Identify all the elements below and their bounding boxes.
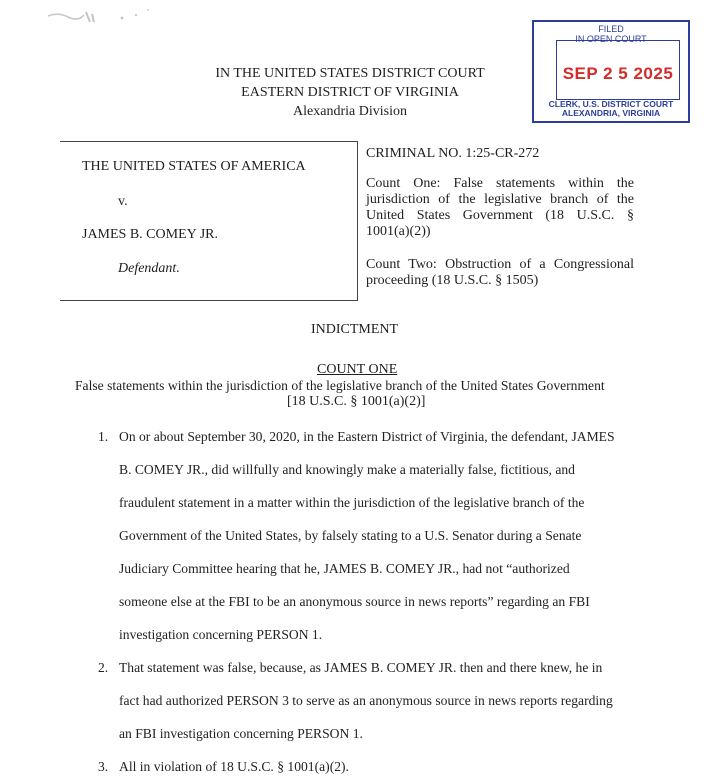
- plaintiff-name: THE UNITED STATES OF AMERICA: [82, 159, 306, 174]
- paragraph-2-number: 2.: [98, 660, 109, 675]
- paragraph-3-line-1: All in violation of 18 U.S.C. § 1001(a)(2).: [119, 759, 349, 774]
- caption-count-one: Count One: False statements within the jurisdiction of the legislative branch of the United States Government (18 U.S.C. § 1001(a)(2)): [366, 176, 634, 239]
- paragraph-1-number: 1.: [98, 429, 109, 444]
- defendant-label: Defendant.: [118, 261, 180, 276]
- court-district: EASTERN DISTRICT OF VIRGINIA: [241, 85, 459, 100]
- case-number: CRIMINAL NO. 1:25-CR-272: [366, 146, 540, 161]
- count-one-subtitle: False statements within the jurisdiction of the legislative branch of the United States Government: [75, 378, 605, 393]
- paragraph-2-line-3: an FBI investigation concerning PERSON 1.: [119, 726, 363, 741]
- stamp-clerk-line2: ALEXANDRIA, VIRGINIA: [561, 108, 661, 118]
- defendant-name: JAMES B. COMEY JR.: [82, 227, 219, 242]
- indictment-title: INDICTMENT: [311, 322, 399, 337]
- count-one-statute: [18 U.S.C. § 1001(a)(2)]: [287, 394, 426, 409]
- paragraph-2-line-1: That statement was false, because, as JAMES B. COMEY JR. then and there knew, he in: [119, 660, 603, 675]
- stamp-filed-line1: FILED: [598, 24, 624, 34]
- stamp-filed-text: [534, 24, 688, 44]
- paragraph-3-number: 3.: [98, 759, 109, 774]
- count-one-heading: COUNT ONE: [317, 362, 398, 377]
- court-division: Alexandria Division: [293, 104, 407, 119]
- paragraph-1-line-7: investigation concerning PERSON 1.: [119, 627, 323, 642]
- court-header: [150, 64, 550, 121]
- paragraph-1-line-5: Judiciary Committee hearing that he, JAMES B. COMEY JR., had not “authorized: [119, 561, 570, 576]
- stamp-filed-line2: IN OPEN COURT: [575, 34, 647, 44]
- filed-stamp: [532, 20, 690, 123]
- paragraph-1-line-1: On or about September 30, 2020, in the Eastern District of Virginia, the defendant, JAMES: [119, 429, 615, 444]
- versus-text: v.: [118, 194, 128, 209]
- caption-count-two: Count Two: Obstruction of a Congressional proceeding (18 U.S.C. § 1505): [366, 257, 634, 288]
- caption-parties-box: [60, 141, 358, 301]
- stamp-clerk-line1: CLERK, U.S. DISTRICT COURT: [548, 99, 674, 109]
- paragraph-1-line-4: Government of the United States, by falsely stating to a U.S. Senator during a Senate: [119, 528, 582, 543]
- court-name: IN THE UNITED STATES DISTRICT COURT: [215, 66, 485, 81]
- paragraph-1-line-6: someone else at the FBI to be an anonymous source in news reports” regarding an FBI: [119, 594, 590, 609]
- scan-smudge: [44, 6, 164, 34]
- stamp-clerk-text: [534, 100, 688, 118]
- caption-counts: [366, 146, 634, 289]
- stamp-date: SEP 2 5 2025: [562, 64, 674, 83]
- paragraph-2-line-2: fact had authorized PERSON 3 to serve as an anonymous source in news reports regarding: [119, 693, 613, 708]
- paragraph-1-line-2: B. COMEY JR., did willfully and knowingly make a materially false, fictitious, and: [119, 462, 575, 477]
- paragraph-1-line-3: fraudulent statement in a matter within the jurisdiction of the legislative branch of the: [119, 495, 585, 510]
